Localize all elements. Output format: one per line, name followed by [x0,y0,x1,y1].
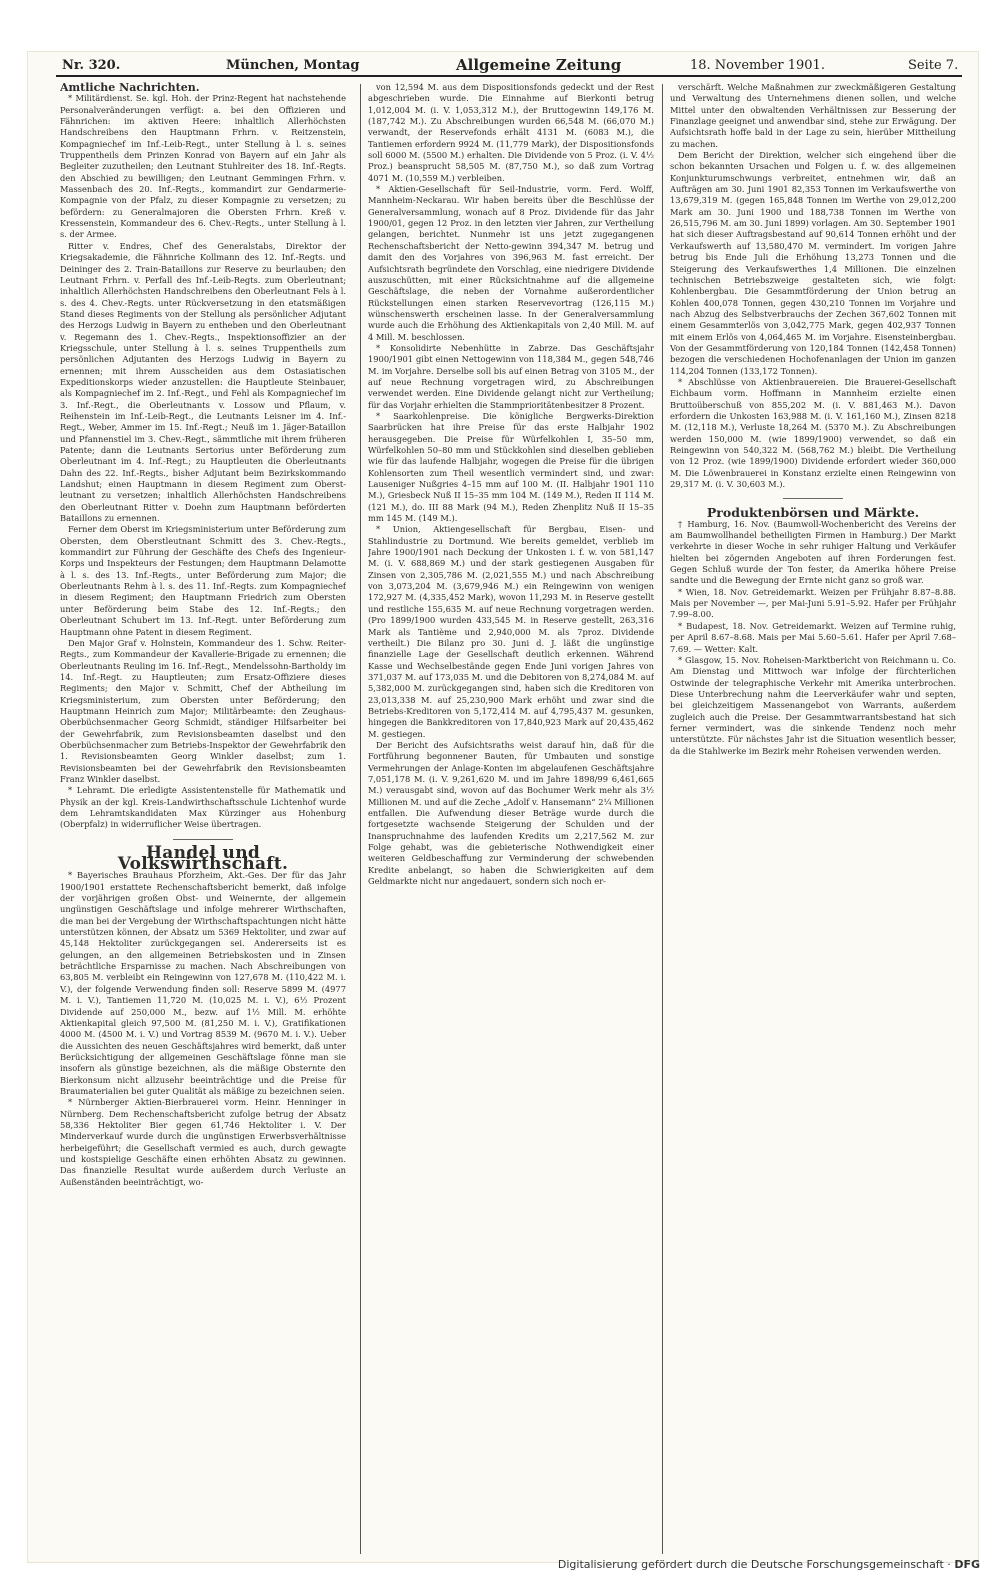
section-divider [173,839,233,840]
article-brauhaus-pforzheim: * Bayerisches Brauhaus Pforzheim, Akt.-Ges. Der für das Jahr 1900/1901 erstattete Rechenschaftsbericht bemerkt, daß infolge der vorjährigen großen Obst- und Weinernte, der allgemein ungünstigen Geschäftslage und infolge mehrerer Wirthschaften, die man bei der Vergebung der Wirthschaftspachtungen nicht hätte unterstützen können, der Absatz um 5369 Hektoliter, und zwar auf 45,148 Hektoliter zurückgegangen sei. Andererseits ist es gelungen, an den allgemeinen Betriebskosten und in Zinsen beträchtliche Ersparnisse zu machen. Nach Abschreibungen von 63,805 M. verbleibt ein Reingewinn von 127,678 M. (110,422 M. i. V.), der folgende Verwendung finden soll: Reserve 5899 M. (4977 M. i. V.), Tantiemen 11,720 M. (10,025 M. i. V.), 6½ Prozent Dividende auf 250,000 M., bezw. auf 1½ Mill. M. erhöhte Aktienkapital gleich 97,500 M. (81,250 M. i. V.), Gratifikationen 4000 M. (4500 M. i. V.) und Vortrag 8539 M. (9670 M. i. V.). Ueber die Aussichten des neuen Geschäftsjahres wird bemerkt, daß unter Berücksichtigung der allgemeinen Geschäftslage fönne man sie insofern als günstige bezeichnen, als die mäßige Obsternte den Bierkonsum nicht allzusehr beeinträchtige und die Preise für Braumaterialien bei guter Qualität als mäßige zu bezeichnen seien. [60,870,346,1096]
column-2 [368,82,654,1552]
article-wien: * Wien, 18. Nov. Getreidemarkt. Weizen per Frühjahr 8.87–8.88. Mais per November —, per Mai-Juni 5.91–5.92. Hafer per Frühjahr 7.99–8.00. [670,586,956,620]
article-glasgow: * Glasgow, 15. Nov. Roheisen-Marktbericht von Reichmann u. Co. Am Dienstag und Mittwoch war infolge der fürchterlichen Ostwinde der telegraphische Verkehr mit Amerika unterbrochen. Diese Unterbrechung nahm die Leerverkäufer wahr und septen, bei gleichzeitigem Massenangebot von Warrants, außerdem zugleich auch die Preise. Der Gesammtwarrantsbestand hat sich ferner vermindert, was die sinkende Tendenz noch mehr unterstützte. Für nächstes Jahr ist die Situation wesentlich besser, da die Stahlwerke im Bezirk mehr Roheisen verwenden werden. [670,654,956,756]
issue-date: 18. November 1901. [690,58,825,73]
section-markets: Produktenbörsen und Märkte. [706,505,920,521]
article-aktienbrauereien: * Abschlüsse von Aktienbrauereien. Die Brauerei-Gesellschaft Eichbaum vorm. Hoffmann in Mannheim erzielte einen Bruttoüberschuß von 855,202 M. (i. V. 881,463 M.). Davon erfordern die Unkosten 163,988 M. (i. V. 161,160 M.), Zinsen 8218 M. (12,118 M.), Verluste 18,264 M. (5370 M.). Zu Abschreibungen werden 150,000 M. (wie 1899/1900) verwendet, so daß ein Reingewinn von 540,322 M. (568,762 M.) bleibt. Die Vertheilung von 12 Proz. (wie 1899/1900) Dividende erfordert wieder 360,000 M. Die Löwenbrauerei in Konstanz erzielte einen Reingewinn von 29,317 M. (i. V. 30,603 M.). [670,376,956,490]
article-military-cont-2: Ferner dem Oberst im Kriegsministerium unter Beförderung zum Obersten, dem Oberstleutnant Schmitt des 3. Chev.-Regts., kommandirt zur Führung der Geschäfte des Chefs des Ingenieur-Korps und Inspekteurs der Festungen; dem Hauptmann Delamotte à l. s. des 13. Inf.-Regts., unter Beförderung zum Major; die Oberleutnants Rehm à l. s. des 11. Inf.-Regts. zum Kompagniechef in diesem Regiment; den Hauptmann Friedrich zum Obersten unter Beförderung beim Stabe des 12. Inf.-Regts.; den Oberleutnant Schubert im 13. Inf.-Regt. unter Beförderung zum Hauptmann ohne Patent in diesem Regiment. [60,524,346,637]
column-3 [670,82,956,1552]
dfg-logo: DFG [954,1558,980,1571]
article-lehramt: * Lehramt. Die erledigte Assistentenstelle für Mathematik und Physik an der kgl. Kreis-Landwirthschaftsschule Lichtenhof wurde dem Lehramtskandidaten Max Kürzinger aus Hohenburg (Oberpfalz) in widerruflicher Weise übertragen. [60,785,346,830]
article-henninger-cont: von 12,594 M. aus dem Dispositionsfonds gedeckt und der Rest abgeschrieben wurde. Die Einnahme auf Bierkonti betrug 1,012,004 M. (i. V. 1,053,312 M.), der Bruttogewinn 149,176 M. (187,742 M.). Zu Abschreibungen wurden 66,548 M. (66,070 M.) verwandt, der Reservefonds erhält 4131 M. (6083 M.), die Tantiemen erfordern 9924 M. (11,779 Mark), der Dispositionsfonds soll 6000 M. (5500 M.) erhalten. Die Dividende von 5 Proz. (i. V. 4½ Proz.) beansprucht 58,505 M. (87,750 M.), so daß zum Vortrag 4071 M. (10,559 M.) verbleiben. [368,82,654,183]
place-and-day: München, Montag [226,58,360,73]
article-union-direktion: Dem Bericht der Direktion, welcher sich eingehend über die schon bekannten Ursachen und Folgen u. f. w. des allgemeinen Konjunkturumschwungs verbreitet, entnehmen wir, daß an Aufträgen am 30. Juni 1901 82,353 Tonnen im Verkaufswerthe von 13,679,319 M. (gegen 165,848 Tonnen im Werthe von 29,012,200 Mark am 30. Juni 1900 und 188,738 Tonnen im Werthe von 26,515,796 M. am 30. Juni 1899) vorlagen. Am 30. September 1901 hat sich dieser Auftragsbestand auf 90,614 Tonnen erhöht und der Verkaufswerth auf 13,580,470 M. vermindert. Im vorigen Jahre betrug bis Ende Juli die Erhöhung 13,273 Tonnen und die Steigerung des Verkaufswerthes 1,4 Millionen. Die einzelnen technischen Betriebszweige gestalteten sich, wie folgt: Kohlenbergbau. Die Gesammtförderung der Union betrug an Kohlen 400,078 Tonnen, gegen 430,210 Tonnen im Vorjahre und nach Abzug des Selbstverbrauchs der Zechen 367,602 Tonnen mit einem Gesammterlös von 3,042,775 Mark, gegen 402,937 Tonnen mit einem Erlös von 4,064,465 M. im Vorjahre. Eisensteinbergbau. Von der Gesammtförderung von 120,184 Tonnen (142,458 Tonnen) bezogen die verschiedenen Hochofenanlagen der Union im ganzen 114,204 Tonnen (133,172 Tonnen). [670,150,956,376]
column-1 [60,82,346,1552]
section-trade-economy: Handel und Volkswirthschaft. [117,842,289,875]
header-rule [56,75,962,77]
column-divider-1 [360,84,361,1554]
issue-number: Nr. 320. [62,58,121,73]
article-budapest: * Budapest, 18. Nov. Getreidemarkt. Weizen auf Termine ruhig, per April 8.67–8.68. Mais per Mai 5.60–5.61. Hafer per April 7.68–7.69. — Wetter: Kalt. [670,620,956,654]
article-nebenhuette-zabrze: * Konsolidirte Nebenhütte in Zabrze. Das Geschäftsjahr 1900/1901 gibt einen Nettogewinn von 118,384 M., gegen 548,746 M. im Vorjahre. Derselbe soll bis auf einen Betrag von 3105 M., der auf neue Rechnung vorgetragen wird, zu Abschreibungen verwendet werden. Eine Dividende gelangt nicht zur Vertheilung; für das Vorjahr erhielten die Stammprioritätenbesitzer 8 Prozent. [368,342,654,410]
article-saarkohlenpreise: * Saarkohlenpreise. Die königliche Bergwerks-Direktion Saarbrücken hat ihre Preise für das erste Halbjahr 1902 herausgegeben. Die Preise für Würfelkohlen I, 35–50 mm, Würfelkohlen 50–80 mm und Stückkohlen sind dieselben geblieben wie für das laufende Halbjahr, wogegen die Preise für die übrigen Kohlensorten zum Theil wesentlich vermindert sind, und zwar: Lauseniger Nußgries 4–15 mm auf 100 M. (II. Halbjahr 1901 110 M.), Griesbeck Nuß II 15–35 mm 104 M. (149 M.), Reden II 114 M. (121 M.), do. III 88 Mark (94 M.), Reden Zhenplitz Nuß II 15–35 mm 145 M. (149 M.). [368,410,654,524]
section-official-news: Amtliche Nachrichten. [60,82,200,94]
article-hamburg: † Hamburg, 16. Nov. (Baumwoll-Wochenbericht des Vereins der am Baumwollhandel betheiligten Firmen in Hamburg.) Der Markt verkehrte in dieser Woche in sehr ruhiger Haltung und Verkäufer hielten bei zögernden Angeboten auf ihren Forderungen fest. Gegen Schluß wurde der Ton fester, da Amerika höhere Preise sandte und die Bewegung der Ernte nicht ganz so groß war. [670,518,956,586]
article-union-cont: verschärft. Welche Maßnahmen zur zweckmäßigeren Gestaltung und Verwaltung des Unternehmens dienen sollen, und welche Mittel unter den obwaltenden Verhältnissen zur Besserung der Finanzlage geeignet und anwendbar sind, stehe zur Erwägung. Der Aufsichtsrath hoffe bald in der Lage zu sein, hierüber Mittheilung zu machen. [670,82,956,149]
column-divider-2 [662,84,663,1554]
article-seil-industrie: * Aktien-Gesellschaft für Seil-Industrie, vorm. Ferd. Wolff, Mannheim-Neckarau. Wir haben bereits über die Beschlüsse der Generalversammlung, wonach auf 8 Proz. Dividende für das Jahr 1900/01, gegen 12 Proz. in den letzten vier Jahren, zur Vertheilung gelangen, berichtet. Nunmehr ist uns jetzt zugegangenen Rechenschaftsbericht der Netto-gewinn 394,347 M. betrug und damit den des Vorjahres von 396,963 M. fast erreicht. Der Aufsichtsrath begründete den Vorschlag, eine niedrigere Dividende auszuschütten, mit einer Rücksichtnahme auf die allgemeine Geschäftslage, die neben der Vornahme außerordentlicher Rückstellungen einen starken Reservevortrag (126,115 M.) wünschenswerth erscheinen lasse. In der Generalversammlung wurde auch die Erhöhung des Aktienkapitals von 2,40 Mill. M. auf 4 Mill. M. beschlossen. [368,184,654,342]
article-military-cont: Ritter v. Endres, Chef des Generalstabs, Direktor der Kriegsakademie, die Fähnriche Kollmann des 12. Inf.-Regts. und Deininger des 2. Train-Bataillons zur Reserve zu beurlauben; den Leutnant Frhrn. v. Perfall des Inf.-Leib-Regts. zum Oberleutnant; inhaltlich Allerhöchsten Handschreibens den Oberleutnant Fels à l. s. des 4. Chev.-Regts. unter Rückversetzung in den etatsmäßigen Stand dieses Regiments von der Stellung als persönlicher Adjutant des Herzogs Ludwig in Bayern zu entheben und den Oberleutnant v. Regemann des 1. Chev.-Regts., Inspektionsoffizier an der Kriegsschule, unter Stellung à l. s. seines Truppentheils zum persönlichen Adjutanten des Herzogs Ludwig in Bayern zu ernennen; mit ihrem Ausscheiden aus dem Ostasiatischen Expeditionskorps wieder anzustellen: die Hauptleute Steinbauer, als Kompagniechef im 2. Inf.-Regt., und Fehl als Kompagniechef im 3. Inf.-Regt., die Oberleutnants v. Lossow und Pflaum, v. Reihenstein im Inf.-Leib-Regt., die Leutnants Leisner im 4. Inf.-Regt., Weber, Ammer im 15. Inf.-Regt.; Neuß im 1. Jäger-Bataillon und Pfannenstiel im 3. Chev.-Regt., sämmtliche mit ihrem früheren Patente; dann die Leutnants Sertorius unter Beförderung zum Oberleutnant im 4. Inf.-Regt.; zu Hauptleuten die Oberleutnants Dahn des 22. Inf.-Regts., bisher Adjutant beim Bezirkskommando Landshut; einen Hauptmann in diesem Regiment zum Oberst-leutnant zu versetzen; inhaltlich Allerhöchsten Handschreibens den Oberleutnant Ritter v. Doehn zum Hauptmann beförderten Bataillons zu ernennen. [60,240,346,524]
article-military-cont-3: Den Major Graf v. Holnstein, Kommandeur des 1. Schw. Reiter-Regts., zum Kommandeur der Kavallerie-Brigade zu ernennen; die Oberleutnants Reuling im 16. Inf.-Regt., Mendelssohn-Bartholdy im 14. Inf.-Regt. zu Hauptleuten; zum Ersatz-Offiziere dieses Regiments; den Major v. Schmitt, Chef der Abtheilung im Kriegsministerium, zum Obersten unter Beförderung; den Hauptmann Heinrich zum Major; Militärbeamte: den Zeughaus-Oberbüchsenmacher Georg Schmidt, ständiger Hilfsarbeiter bei der Gewehrfabrik, zum Revisionsbeamten daselbst und den Oberbüchsenmacher zum Betriebs-Inspektor der Gewehrfabrik den 1. Revisionsbeamten Georg Winkler daselbst; zum 1. Revisionsbeamten bei der Gewehrfabrik den Revisionsbeamten Franz Winkler daselbst. [60,637,346,784]
digitization-credit-text: Digitalisierung gefördert durch die Deutsche Forschungsgemeinschaft [557,1558,944,1571]
article-military: * Militärdienst. Se. kgl. Hoh. der Prinz-Regent hat nachstehende Personalveränderungen verfügt: a. bei den Offizieren und Fähnrichen: im aktiven Heere: inhaltlich Allerhöchsten Handschreibens den Hauptmann Frhrn. v. Reitzenstein, Kompagniechef im Inf.-Leib-Regt., unter Stellung à l. s. seines Truppentheils dem Prinzen Konrad von Bayern auf ein Jahr als Begleiter zuzutheilen; den Leutnant Stuhlreiter des 18. Inf.-Regts. den Abschied zu bewilligen; den Leutnant Gemmingen Frhrn. v. Massenbach des 20. Inf.-Regts., kommandirt zur Gendarmerie-Kompagnie von der Pfalz, zu dieser Kompagnie zu versetzen; zu befördern: zu Generalmajoren die Obersten Frhrn. Kreß v. Kressenstein, Kommandeur des 6. Chev.-Regts., unter Stellung à l. s. der Armee. [60,93,346,240]
section-divider-2 [783,498,843,499]
article-union-dortmund: * Union, Aktiengesellschaft für Bergbau, Eisen- und Stahlindustrie zu Dortmund. Wie bereits gemeldet, verblieb im Jahre 1900/1901 nach Deckung der Unkosten i. f. w. von 581,147 M. (i. V. 688,869 M.) und der stark gestiegenen Ausgaben für Zinsen von 2,305,786 M. (2,021,555 M.) und nach Abschreibung von 3,073,204 M. (3,679,946 M.) ein Reingewinn von wenigen 172,927 M. (4,335,452 Mark), wovon 11,293 M. in Reserve gestellt und restliche 155,635 M. auf neue Rechnung vorgetragen werden. (Pro 1899/1900 wurden 433,545 M. in Reserve gestellt, 263,316 Mark als Tantième und 2,940,000 M. als 7proz. Dividende vertheilt.) Die Bilanz pro 30. Juni d. J. läßt die ungünstige finanzielle Lage der Gesellschaft deutlich erkennen. Während Kasse und Wechselbestände gegen Ende Juni vorigen Jahres von 371,037 M. auf 173,035 M. und die Debitoren von 8,274,084 M. auf 5,382,000 M. zurückgegangen sind, haben sich die Kreditoren von 23,013,338 M. auf 25,230,900 Mark erhöht und zwar sind die Betriebs-Kreditoren von 5,172,414 M. auf 4,795,437 M. gesunken, hingegen die Bankkreditoren von 17,840,923 Mark auf 20,435,462 M. gestiegen. [368,524,654,739]
article-nuernberger-bierbrauerei: * Nürnberger Aktien-Bierbrauerei vorm. Heinr. Henninger in Nürnberg. Dem Rechenschaftsbericht zufolge betrug der Absatz 58,336 Hektoliter Bier gegen 61,746 Hektoliter i. V. Der Minderverkauf wurde durch die ungünstigen Erwerbsverhältnisse herbeigeführt; die Gesellschaft vermied es auch, durch gewagte und kostspielige Geschäfte einen erhöhten Absatz zu gewinnen. Das finanzielle Resultat wurde außerdem durch Verluste an Außenständen beeinträchtigt, wo- [60,1097,346,1187]
page-number: Seite 7. [908,58,959,73]
article-union-dortmund-cont: Der Bericht des Aufsichtsraths weist darauf hin, daß für die Fortführung begonnener Bauten, für Umbauten und sonstige Vermehrungen der Anlage-Konten im abgelaufenen Geschäftsjahre 7,051,178 M. (i. V. 9,261,620 M. und im Jahre 1898/99 6,461,665 M.) verausgabt sind, wovon auf das Bochumer Werk mehr als 3½ Millionen M. und auf die Zeche „Adolf v. Hansemann“ 2¼ Millionen entfallen. Die Aufwendung dieser Beträge wurde durch die fortgesetzte wachsende Steigerung der Schulden und der Inanspruchnahme des laufenden Kredits um 2,217,562 M. zur Folge gehabt, was die gebieterische Nothwendigkeit einer weiteren Geldbeschaffung zur Verminderung der schwebenden Kredite anbelangt, so haben die Schwierigkeiten auf dem Geldmarkte nicht nur angedauert, sondern sich noch er- [368,739,654,887]
digitization-credit: Digitalisierung gefördert durch die Deutsche Forschungsgemeinschaft · DFG [557,1558,980,1571]
newspaper-title: Allgemeine Zeitung [456,56,622,74]
